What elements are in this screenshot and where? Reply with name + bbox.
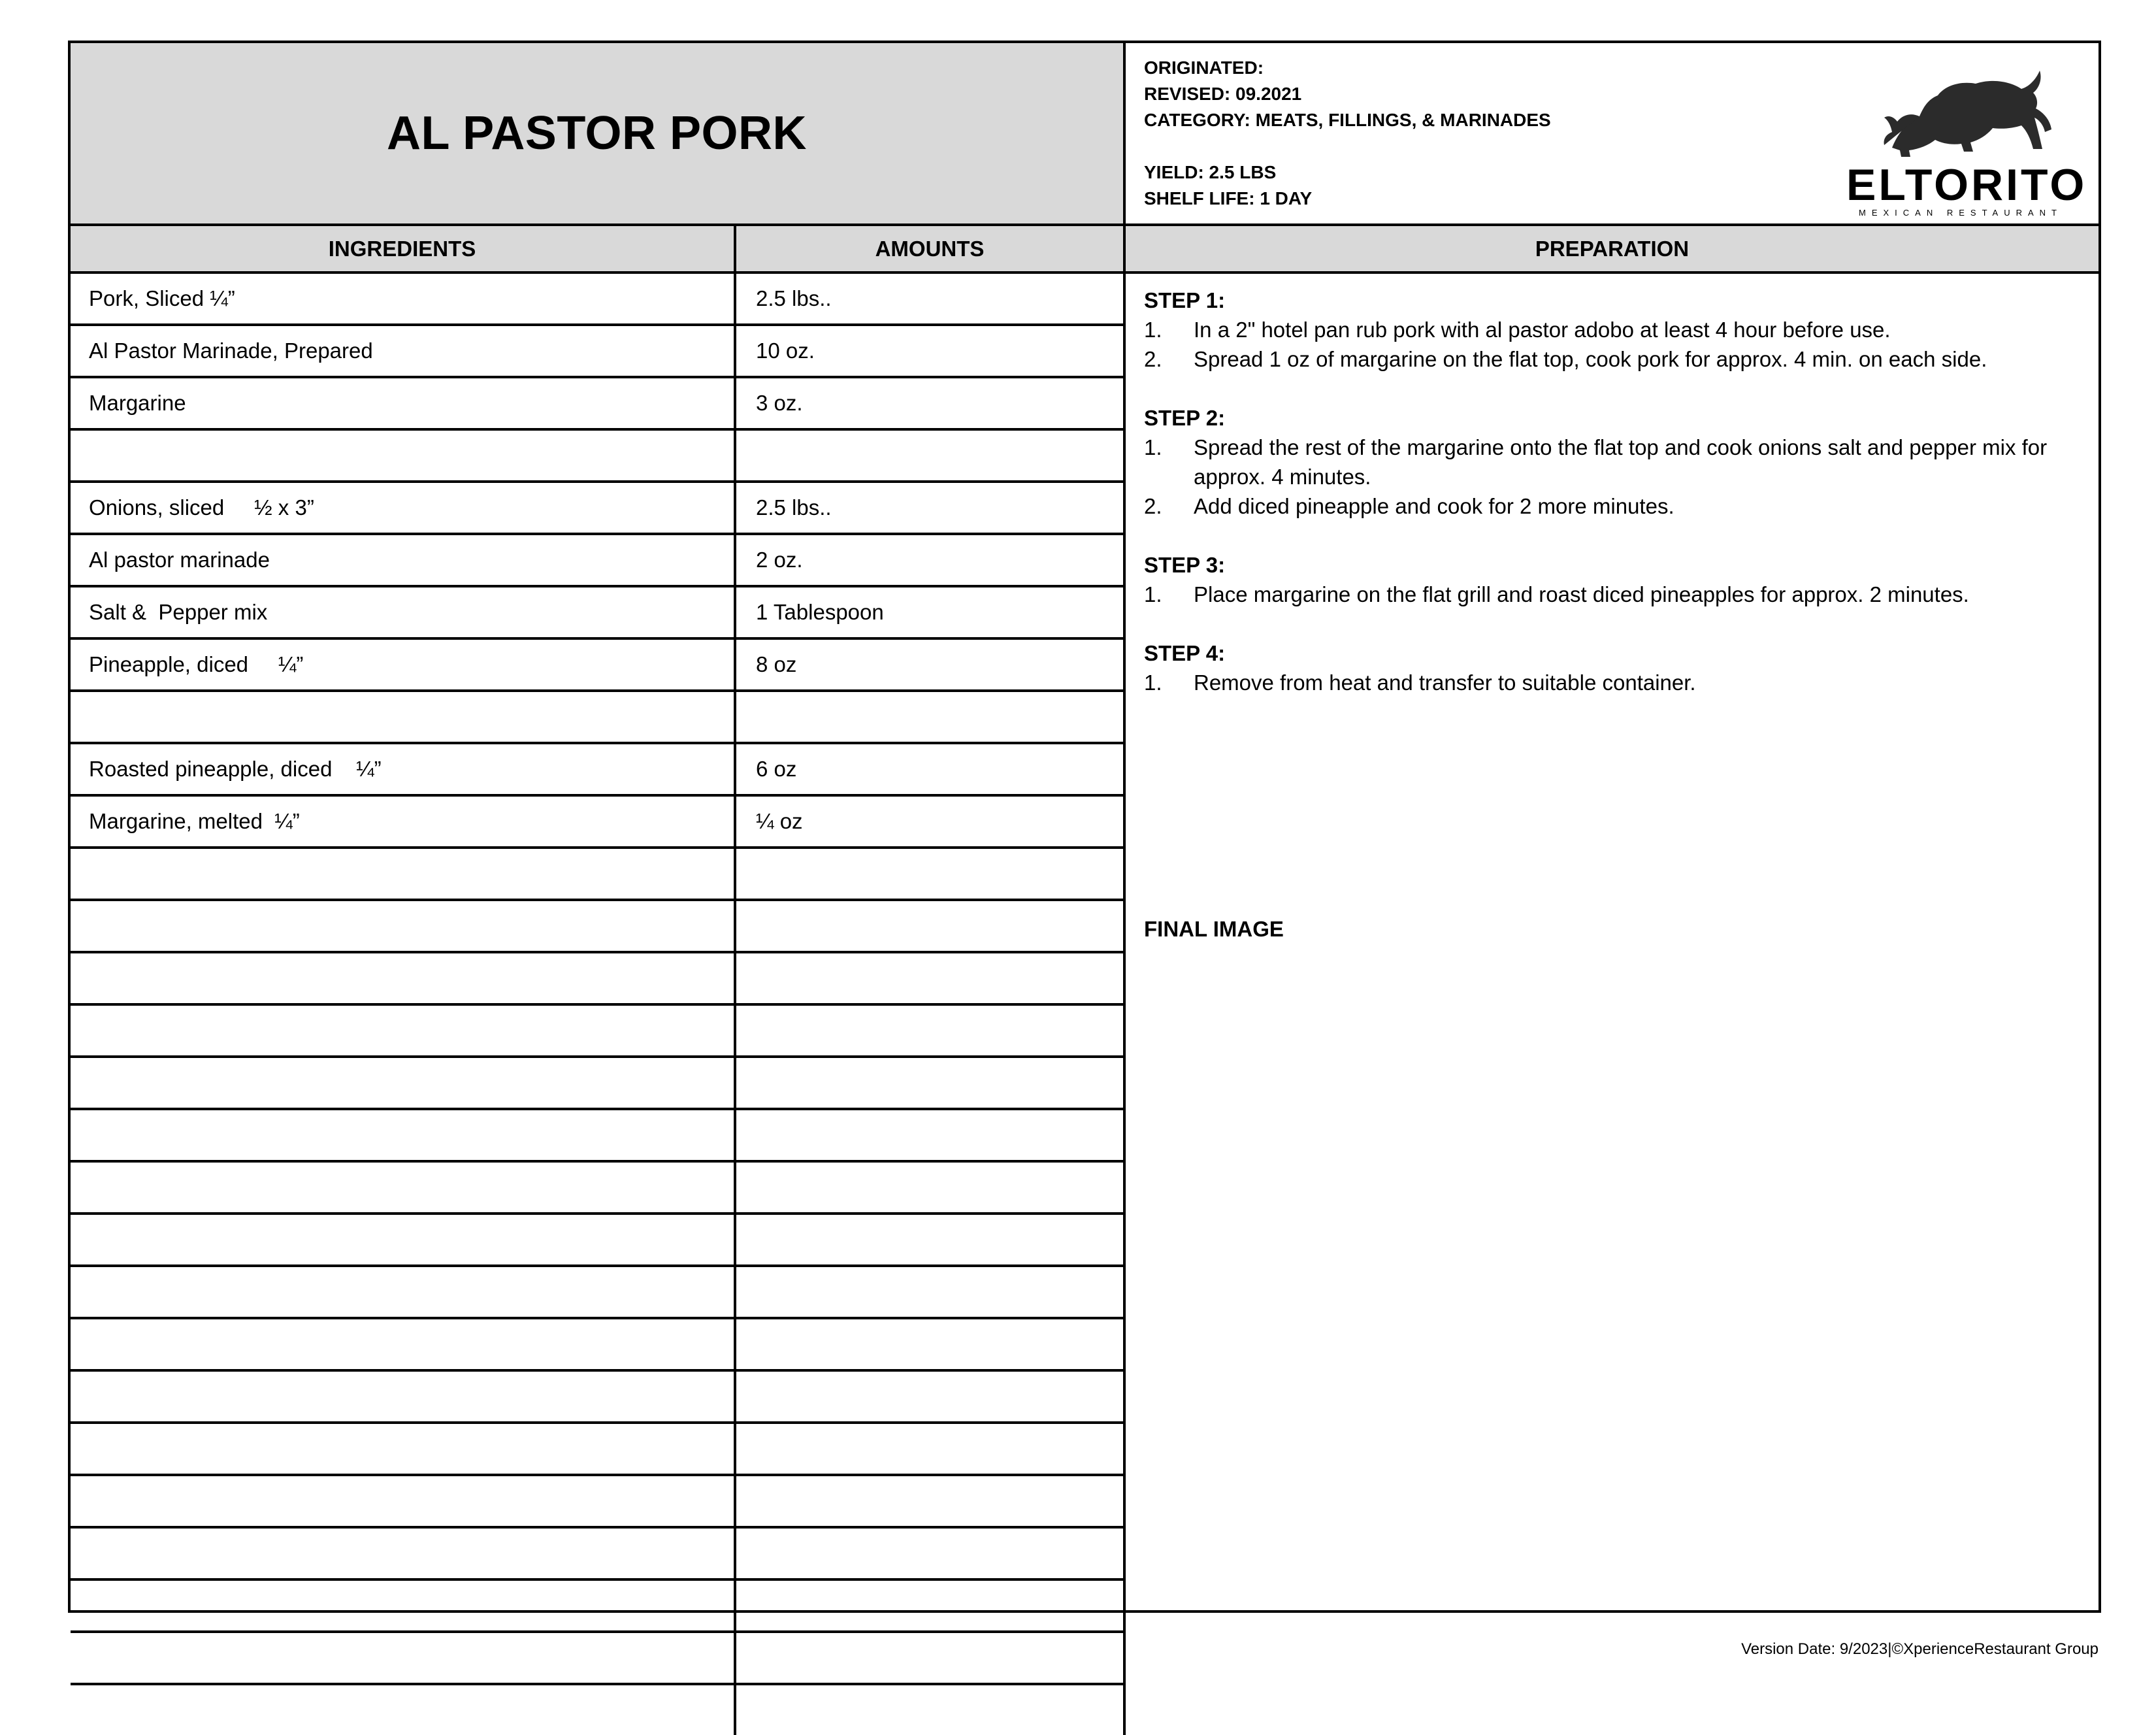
ingredient-name (71, 1110, 736, 1160)
ingredient-name: Salt & Pepper mix (71, 587, 736, 637)
ingredient-amount: 2 oz. (736, 535, 1126, 585)
ingredient-amount (736, 1215, 1126, 1264)
preparation-section (1126, 274, 2099, 1610)
step-item (1144, 344, 2080, 374)
table-row (71, 849, 1126, 901)
originated-label: ORIGINATED: (1144, 58, 1264, 78)
table-row (71, 1006, 1126, 1058)
ingredient-amount: 1 Tablespoon (736, 587, 1126, 637)
table-row (71, 797, 1126, 849)
revised-label: REVISED: 09.2021 (1144, 84, 1302, 104)
step-label: STEP 4: (1144, 641, 1226, 665)
table-row (71, 483, 1126, 535)
ingredient-amount (736, 1581, 1126, 1630)
ingredient-amount (736, 901, 1126, 951)
el-torito-logo (1846, 69, 2087, 218)
recipe-card (68, 41, 2101, 1613)
ingredient-name (71, 1685, 736, 1735)
ingredient-name: Margarine (71, 378, 736, 428)
ingredient-name: Onions, sliced ½ x 3” (71, 483, 736, 533)
ingredient-amount (736, 1006, 1126, 1055)
ingredient-name (71, 1476, 736, 1526)
step-item (1144, 668, 2080, 697)
ingredient-name: Pork, Sliced ¼” (71, 274, 736, 323)
step-item-text: Spread the rest of the margarine onto the flat top and cook onions salt and pepper mix for approx. 4 minutes. (1194, 435, 2048, 489)
ingredient-amount: ¼ oz (736, 797, 1126, 846)
ingredient-amount (736, 1685, 1126, 1735)
ingredient-name: Margarine, melted ¼” (71, 797, 736, 846)
step-item (1144, 433, 2080, 491)
step-item (1144, 580, 2080, 609)
table-row (71, 378, 1126, 431)
ingredient-amount (736, 1424, 1126, 1474)
step-label: STEP 2: (1144, 406, 1226, 430)
table-row (71, 535, 1126, 587)
ingredients-table (71, 274, 1126, 1735)
ingredient-amount (736, 431, 1126, 480)
ingredient-name: Al Pastor Marinade, Prepared (71, 326, 736, 376)
ingredient-name (71, 953, 736, 1003)
step-item-number: 2. (1144, 347, 1162, 371)
preparation-header: PREPARATION (1126, 223, 2099, 274)
ingredient-amount: 2.5 lbs.. (736, 274, 1126, 323)
table-row (71, 1633, 1126, 1685)
recipe-meta (1144, 55, 1551, 212)
logo-brand: ELTORITO (1846, 160, 2087, 210)
ingredient-amount (736, 849, 1126, 899)
step-item-text: Remove from heat and transfer to suitable container. (1194, 670, 1696, 695)
step-item-number: 1. (1144, 670, 1162, 695)
ingredient-name (71, 1163, 736, 1212)
step-item-text: Spread 1 oz of margarine on the flat top, cook pork for approx. 4 min. on each side. (1194, 347, 1987, 371)
ingredient-name (71, 1528, 736, 1578)
ingredient-amount (736, 1163, 1126, 1212)
yield-label: YIELD: 2.5 LBS (1144, 162, 1277, 182)
step-item-text: Add diced pineapple and cook for 2 more minutes. (1194, 494, 1674, 518)
ingredient-name (71, 849, 736, 899)
table-row (71, 274, 1126, 326)
table-row (71, 1215, 1126, 1267)
ingredient-name (71, 1006, 736, 1055)
prep-step (1144, 550, 2080, 609)
ingredient-amount (736, 1633, 1126, 1683)
table-row (71, 431, 1126, 483)
step-item-number: 2. (1144, 494, 1162, 518)
step-item-number: 1. (1144, 582, 1162, 606)
bull-icon (1846, 69, 2075, 167)
ingredient-name (71, 1058, 736, 1108)
table-row (71, 1528, 1126, 1581)
category-label: CATEGORY: MEATS, FILLINGS, & MARINADES (1144, 110, 1551, 130)
ingredient-amount: 10 oz. (736, 326, 1126, 376)
table-row (71, 901, 1126, 953)
title-cell (71, 43, 1126, 223)
prep-step (1144, 286, 2080, 374)
ingredient-name (71, 1319, 736, 1369)
ingredient-amount (736, 1372, 1126, 1421)
ingredient-amount (736, 1319, 1126, 1369)
ingredient-amount (736, 692, 1126, 742)
table-row (71, 692, 1126, 744)
prep-step (1144, 403, 2080, 521)
ingredient-name (71, 901, 736, 951)
step-item-text: In a 2" hotel pan rub pork with al pastor adobo at least 4 hour before use. (1194, 318, 1891, 342)
table-row (71, 744, 1126, 797)
step-label: STEP 1: (1144, 288, 1226, 312)
ingredient-name: Roasted pineapple, diced ¼” (71, 744, 736, 794)
ingredients-header: INGREDIENTS (71, 223, 736, 274)
ingredient-name: Pineapple, diced ¼” (71, 640, 736, 689)
table-row (71, 1267, 1126, 1319)
ingredient-name (71, 1581, 736, 1630)
table-row (71, 640, 1126, 692)
step-item-number: 1. (1144, 435, 1162, 459)
ingredient-amount: 3 oz. (736, 378, 1126, 428)
ingredient-name (71, 1215, 736, 1264)
ingredient-amount: 8 oz (736, 640, 1126, 689)
table-row (71, 1163, 1126, 1215)
table-row (71, 1058, 1126, 1110)
table-row (71, 1685, 1126, 1735)
ingredient-name (71, 1267, 736, 1317)
table-row (71, 326, 1126, 378)
ingredient-name (71, 1633, 736, 1683)
ingredient-amount (736, 953, 1126, 1003)
amounts-header: AMOUNTS (736, 223, 1126, 274)
step-item (1144, 315, 2080, 344)
ingredient-amount (736, 1528, 1126, 1578)
ingredient-amount: 2.5 lbs.. (736, 483, 1126, 533)
logo-subtitle: MEXICAN RESTAURANT (1859, 208, 2063, 218)
table-row (71, 587, 1126, 640)
ingredient-name (71, 431, 736, 480)
meta-cell (1126, 43, 2099, 223)
step-item (1144, 491, 2080, 521)
ingredient-amount (736, 1110, 1126, 1160)
ingredient-name: Al pastor marinade (71, 535, 736, 585)
ingredient-amount (736, 1058, 1126, 1108)
version-footer: Version Date: 9/2023|©XperienceRestaurant Group (1741, 1640, 2099, 1658)
table-row (71, 1424, 1126, 1476)
table-row (71, 1110, 1126, 1163)
step-item-number: 1. (1144, 318, 1162, 342)
prep-step (1144, 638, 2080, 697)
table-row (71, 1319, 1126, 1372)
table-row (71, 953, 1126, 1006)
ingredient-name (71, 692, 736, 742)
table-row (71, 1476, 1126, 1528)
recipe-title: AL PASTOR PORK (386, 107, 808, 159)
ingredient-amount: 6 oz (736, 744, 1126, 794)
step-label: STEP 3: (1144, 553, 1226, 577)
ingredient-amount (736, 1267, 1126, 1317)
ingredient-name (71, 1372, 736, 1421)
shelf-life-label: SHELF LIFE: 1 DAY (1144, 188, 1313, 208)
table-row (71, 1581, 1126, 1633)
step-item-text: Place margarine on the flat grill and roast diced pineapples for approx. 2 minutes. (1194, 582, 1969, 606)
final-image-label: FINAL IMAGE (1144, 917, 1284, 941)
ingredient-amount (736, 1476, 1126, 1526)
ingredient-name (71, 1424, 736, 1474)
table-row (71, 1372, 1126, 1424)
